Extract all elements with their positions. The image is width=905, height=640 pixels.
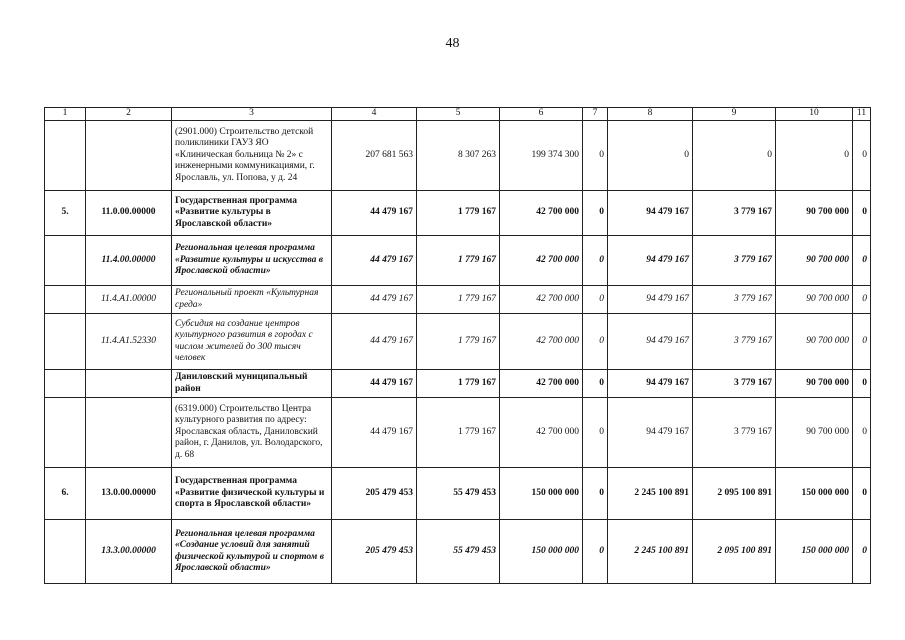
row-value-col4: 44 479 167 (332, 314, 417, 370)
column-header: 11 (853, 108, 871, 121)
row-value-col5: 1 779 167 (417, 191, 500, 236)
table-row (45, 398, 871, 468)
row-code: 11.4.A1.52330 (86, 314, 172, 370)
row-value-col6: 199 374 300 (500, 121, 583, 191)
row-value-col11: 0 (853, 314, 871, 370)
row-value-col10: 90 700 000 (776, 191, 853, 236)
table-row (45, 236, 871, 286)
row-value-col7: 0 (583, 370, 608, 398)
row-index: 5. (45, 191, 86, 236)
row-value-col7: 0 (583, 236, 608, 286)
row-value-col8: 94 479 167 (608, 286, 693, 314)
row-value-col10: 90 700 000 (776, 236, 853, 286)
row-value-col11: 0 (853, 236, 871, 286)
row-index (45, 370, 86, 398)
row-value-col8: 2 245 100 891 (608, 468, 693, 520)
row-value-col7: 0 (583, 398, 608, 468)
row-value-col10: 90 700 000 (776, 398, 853, 468)
row-value-col9: 3 779 167 (693, 191, 776, 236)
row-value-col6: 42 700 000 (500, 286, 583, 314)
row-value-col5: 8 307 263 (417, 121, 500, 191)
column-header: 7 (583, 108, 608, 121)
row-value-col8: 94 479 167 (608, 191, 693, 236)
row-value-col6: 150 000 000 (500, 520, 583, 584)
column-header: 1 (45, 108, 86, 121)
row-description: Субсидия на создание центров культурного развития в городах с числом жителей до 300 тысяч человек (172, 314, 332, 370)
row-value-col6: 42 700 000 (500, 370, 583, 398)
row-code (86, 121, 172, 191)
row-value-col8: 94 479 167 (608, 398, 693, 468)
row-description: Государственная программа «Развитие культуры в Ярославской области» (172, 191, 332, 236)
table-row (45, 286, 871, 314)
column-header: 5 (417, 108, 500, 121)
column-header: 3 (172, 108, 332, 121)
row-value-col11: 0 (853, 370, 871, 398)
row-description: Государственная программа «Развитие физической культуры и спорта в Ярославской области» (172, 468, 332, 520)
column-header: 10 (776, 108, 853, 121)
row-value-col5: 1 779 167 (417, 286, 500, 314)
row-value-col4: 44 479 167 (332, 191, 417, 236)
row-value-col4: 205 479 453 (332, 468, 417, 520)
row-value-col4: 44 479 167 (332, 398, 417, 468)
row-value-col5: 55 479 453 (417, 468, 500, 520)
row-index: 6. (45, 468, 86, 520)
row-index (45, 286, 86, 314)
row-description: Даниловский муниципальный район (172, 370, 332, 398)
row-value-col6: 42 700 000 (500, 236, 583, 286)
row-code (86, 398, 172, 468)
column-header: 9 (693, 108, 776, 121)
row-value-col6: 150 000 000 (500, 468, 583, 520)
row-code: 11.4.A1.00000 (86, 286, 172, 314)
row-value-col7: 0 (583, 468, 608, 520)
row-value-col4: 44 479 167 (332, 370, 417, 398)
row-value-col10: 0 (776, 121, 853, 191)
table-row (45, 191, 871, 236)
column-header: 6 (500, 108, 583, 121)
row-value-col7: 0 (583, 286, 608, 314)
row-code: 11.4.00.00000 (86, 236, 172, 286)
row-value-col11: 0 (853, 121, 871, 191)
row-value-col7: 0 (583, 121, 608, 191)
row-code: 11.0.00.00000 (86, 191, 172, 236)
row-index (45, 236, 86, 286)
budget-table (44, 107, 871, 584)
row-value-col8: 94 479 167 (608, 314, 693, 370)
row-value-col8: 94 479 167 (608, 370, 693, 398)
row-value-col9: 2 095 100 891 (693, 520, 776, 584)
row-code (86, 370, 172, 398)
row-value-col9: 3 779 167 (693, 286, 776, 314)
page-number: 48 (445, 36, 460, 51)
row-value-col9: 0 (693, 121, 776, 191)
row-value-col8: 94 479 167 (608, 236, 693, 286)
row-index (45, 121, 86, 191)
row-value-col9: 3 779 167 (693, 398, 776, 468)
row-value-col4: 44 479 167 (332, 286, 417, 314)
row-code: 13.0.00.00000 (86, 468, 172, 520)
row-description: Региональный проект «Культурная среда» (172, 286, 332, 314)
row-value-col4: 205 479 453 (332, 520, 417, 584)
row-value-col6: 42 700 000 (500, 398, 583, 468)
row-value-col4: 207 681 563 (332, 121, 417, 191)
row-value-col5: 1 779 167 (417, 236, 500, 286)
column-header: 2 (86, 108, 172, 121)
row-description: Региональная целевая программа «Развитие культуры и искусства в Ярославской области» (172, 236, 332, 286)
row-value-col11: 0 (853, 520, 871, 584)
row-value-col10: 90 700 000 (776, 314, 853, 370)
row-value-col5: 55 479 453 (417, 520, 500, 584)
table-row (45, 121, 871, 191)
row-index (45, 520, 86, 584)
row-value-col11: 0 (853, 468, 871, 520)
row-value-col9: 3 779 167 (693, 314, 776, 370)
row-value-col8: 0 (608, 121, 693, 191)
row-value-col5: 1 779 167 (417, 314, 500, 370)
column-header: 4 (332, 108, 417, 121)
row-description: Региональная целевая программа «Создание условий для занятий физической культурой и спортом в Ярославской области» (172, 520, 332, 584)
header-row (45, 108, 871, 121)
row-value-col8: 2 245 100 891 (608, 520, 693, 584)
table-row (45, 468, 871, 520)
row-value-col7: 0 (583, 314, 608, 370)
row-value-col7: 0 (583, 191, 608, 236)
row-description: (6319.000) Строительство Центра культурного развития по адресу: Ярославская область, Даниловский район, г. Данилов, ул. Володарского, д. 68 (172, 398, 332, 468)
row-index (45, 314, 86, 370)
row-value-col7: 0 (583, 520, 608, 584)
row-value-col10: 150 000 000 (776, 468, 853, 520)
table-row (45, 370, 871, 398)
table-row (45, 520, 871, 584)
row-code: 13.3.00.00000 (86, 520, 172, 584)
row-value-col5: 1 779 167 (417, 370, 500, 398)
row-index (45, 398, 86, 468)
row-value-col10: 90 700 000 (776, 370, 853, 398)
row-value-col9: 3 779 167 (693, 236, 776, 286)
column-header: 8 (608, 108, 693, 121)
table-row (45, 314, 871, 370)
row-value-col9: 2 095 100 891 (693, 468, 776, 520)
row-value-col11: 0 (853, 191, 871, 236)
row-description: (2901.000) Строительство детской поликлиники ГАУЗ ЯО «Клиническая больница № 2» с инженерными коммуникациями, г. Ярославль, ул. Попова, у д. 24 (172, 121, 332, 191)
row-value-col11: 0 (853, 286, 871, 314)
row-value-col4: 44 479 167 (332, 236, 417, 286)
row-value-col9: 3 779 167 (693, 370, 776, 398)
row-value-col10: 150 000 000 (776, 520, 853, 584)
row-value-col10: 90 700 000 (776, 286, 853, 314)
row-value-col6: 42 700 000 (500, 191, 583, 236)
row-value-col11: 0 (853, 398, 871, 468)
row-value-col6: 42 700 000 (500, 314, 583, 370)
row-value-col5: 1 779 167 (417, 398, 500, 468)
